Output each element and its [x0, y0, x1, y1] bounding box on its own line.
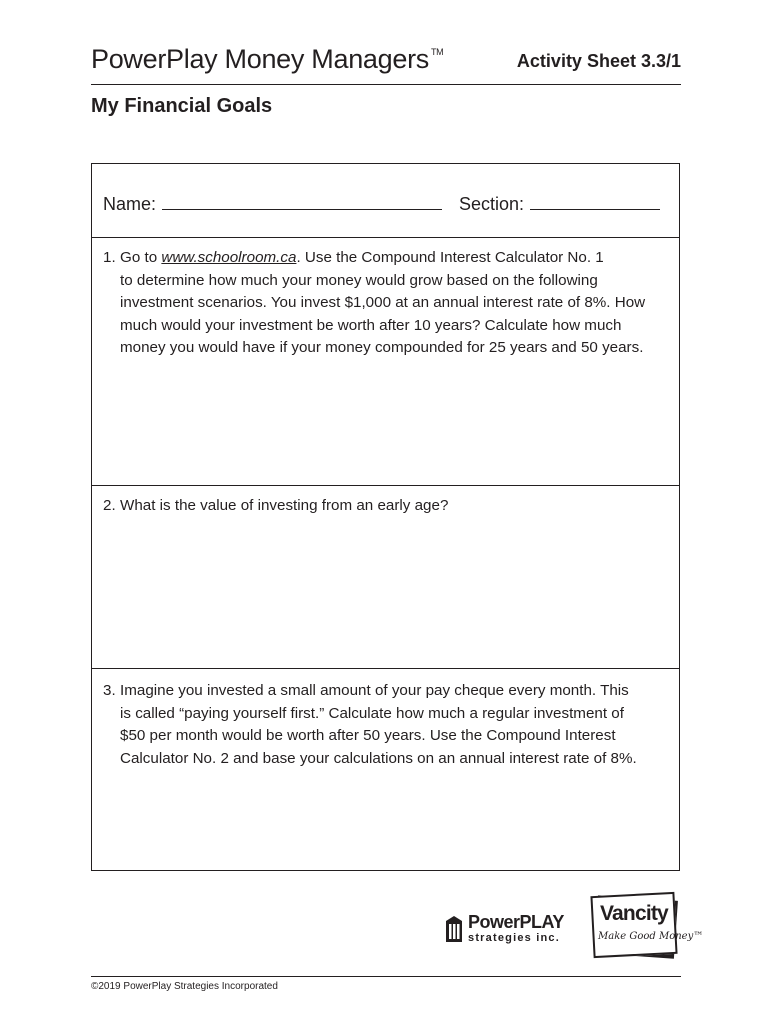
name-blank-line[interactable] — [162, 195, 442, 210]
section-field[interactable] — [459, 194, 660, 215]
section-label: Section: — [459, 194, 525, 214]
copyright-notice: ©2019 PowerPlay Strategies Incorporated — [91, 981, 278, 992]
question-1-text: 1. Go to www.schoolroom.ca. Use the Compound Interest Calculator No. 1 to determine how much your money would grow based on the following investment scenarios. You invest $1,000 at an annual interest rate of 8%. How much would your investment be worth after 10 years? Calculate how much money you would have if your money compounded for 25 years and 50 years. — [103, 249, 646, 356]
vancity-tagline: Make Good Money™ — [598, 931, 704, 942]
section-blank-line[interactable] — [530, 195, 660, 210]
question-2-box[interactable] — [92, 486, 679, 669]
question-3-box[interactable] — [92, 669, 679, 870]
name-section-row — [92, 164, 679, 238]
page-header — [91, 40, 681, 85]
name-label: Name: — [103, 194, 157, 214]
question-3-text: 3. Imagine you invested a small amount of your pay cheque every month. This is called “paying yourself first.” Calculate how much a regular investment of $50 per month would be worth after 50 years. Use the Compound Interest Calculator No. 2 and base your calculations on an annual interest rate of 8%. — [103, 682, 637, 767]
question-2-number: 2. — [103, 497, 116, 514]
powerplay-logo — [444, 912, 564, 946]
name-field[interactable] — [103, 194, 442, 215]
powerplay-wordmark: PowerPLAY — [468, 912, 564, 932]
worksheet-table — [91, 163, 680, 871]
page-title: My Financial Goals — [91, 95, 273, 117]
question-2-text: 2. What is the value of investing from an early age? — [103, 495, 669, 518]
vancity-wordmark: Vancity — [600, 902, 668, 925]
series-title: PowerPlay Money Managers ™ — [91, 44, 444, 74]
vancity-logo — [588, 890, 704, 960]
trademark-mark: TM — [430, 47, 444, 57]
powerplay-subtitle: strategies inc. — [468, 932, 560, 944]
question-3-number: 3. — [103, 682, 116, 699]
activity-sheet-number: Activity Sheet 3.3/1 — [516, 51, 681, 71]
question-1-number: 1. — [103, 249, 116, 266]
schoolroom-link[interactable]: www.schoolroom.ca — [161, 249, 297, 266]
powerplay-building-icon — [444, 915, 464, 943]
question-1-box[interactable] — [92, 238, 679, 486]
footer-divider — [91, 976, 681, 977]
